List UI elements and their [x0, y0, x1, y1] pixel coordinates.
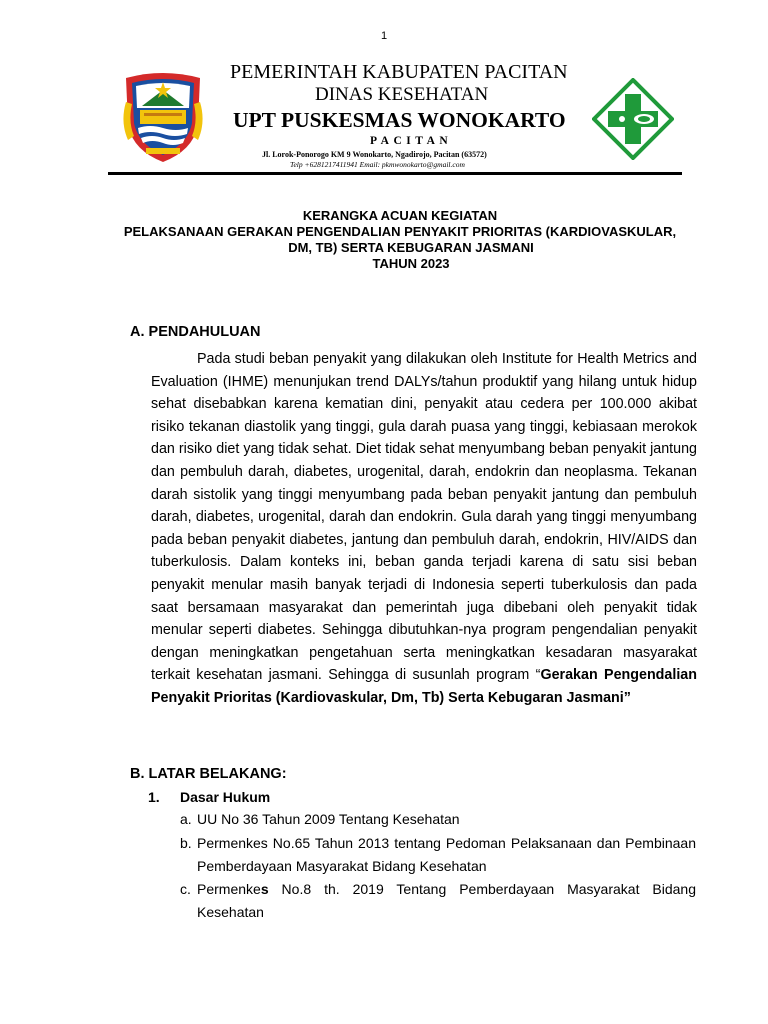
program-name: Gerakan Pengendalian Penyakit Prioritas (Kardiovaskular, Dm, Tb) Serta Kebugaran Jasmani”: [151, 667, 697, 706]
title-line-1: KERANGKA ACUAN KEGIATAN: [302, 208, 498, 223]
list-item: Permenkes No.65 Tahun 2013 tentang Pedoman Pelaksanaan dan Pembinaan Pemberdayaan Masyarakat Bidang Kesehatan: [197, 835, 696, 874]
letterhead-city: PACITAN: [370, 135, 453, 147]
title-line-3: DM, TB) SERTA KEBUGARAN JASMANI: [288, 240, 534, 255]
section-a-heading: A. PENDAHULUAN: [130, 324, 261, 340]
list-marker: a.: [180, 811, 192, 827]
subsection-heading: Dasar Hukum: [180, 789, 271, 805]
paragraph-text: Pada studi beban penyakit yang dilakukan oleh Institute for Health Metrics and Evaluation (IHME) menunjukan trend DALYs/tahun produktif yang hilang untuk hidup sehat disebabkan karena kematian dini, penyakit atau cedera per 100.000 akibat risiko tekanan diastolik yang tinggi, gula darah puasa yang tinggi, kebiasaan merokok dan risiko diet yang tidak sehat. Diet tidak sehat menyumbang beban penyakit jantung dan pembuluh darah, diabetes, urogenital, darah, endokrin dan neoplasma. Tekanan darah sistolik yang tinggi menyumbang pada beban penyakit jantung dan pembuluh darah, diabetes, urogenital, darah dan endokrin. Gula darah yang tinggi menyumbang pada beban penyakit diabetes, jantung dan pembuluh darah, endokrin, HIV/AIDS dan tuberkulosis. Dalam konteks ini, beban ganda terjadi karena di satu sisi beban penyakit menular masih banyak terjadi di Indonesia seperti tuberkulosis dan pada saat bersamaan masyarakat dan pemerintah juga dibebani oleh penyakit tidak menular seperti diabetes. Sehingga dibutuhkan-nya program pengendalian penyakit dengan meningkatkan pengetahuan serta meningkatkan kesadaran masyarakat terkait kesehatan jasmani. Sehingga di susunlah program “: [151, 351, 697, 684]
list-item-text: No.8 th. 2019 Tentang Pemberdayaan Masyarakat Bidang Kesehatan: [197, 881, 696, 920]
list-item-text: Permenke: [197, 881, 261, 897]
list-item: UU No 36 Tahun 2009 Tentang Kesehatan: [197, 811, 460, 827]
subsection-number: 1.: [148, 789, 160, 805]
list-item: [197, 878, 696, 923]
letterhead-department: DINAS KESEHATAN: [315, 84, 489, 105]
list-item-text-bold: s: [260, 881, 269, 897]
letterhead-institution: UPT PUSKESMAS WONOKARTO: [233, 108, 566, 132]
letterhead-government: PEMERINTAH KABUPATEN PACITAN: [230, 61, 568, 83]
puskesmas-cross-logo: [592, 78, 674, 160]
letterhead-contact: Telp +6281217411941 Email: pkmwonokarto@gmail.com: [290, 160, 465, 169]
pacitan-crest-logo: [120, 72, 206, 164]
list-marker: b.: [180, 835, 192, 851]
letterhead-divider: [108, 172, 682, 175]
document-title: [90, 208, 710, 272]
letterhead-address: Jl. Lorok-Ponorogo KM 9 Wonokarto, Ngadirojo, Pacitan (63572): [262, 150, 487, 159]
section-b-heading: B. LATAR BELAKANG:: [130, 766, 287, 782]
list-marker: c.: [180, 881, 191, 897]
page-number: 1: [380, 30, 388, 42]
title-line-4: TAHUN 2023: [372, 256, 450, 271]
section-a-paragraph: [151, 348, 697, 710]
title-line-2: PELAKSANAAN GERAKAN PENGENDALIAN PENYAKIT PRIORITAS (KARDIOVASKULAR,: [123, 224, 677, 239]
